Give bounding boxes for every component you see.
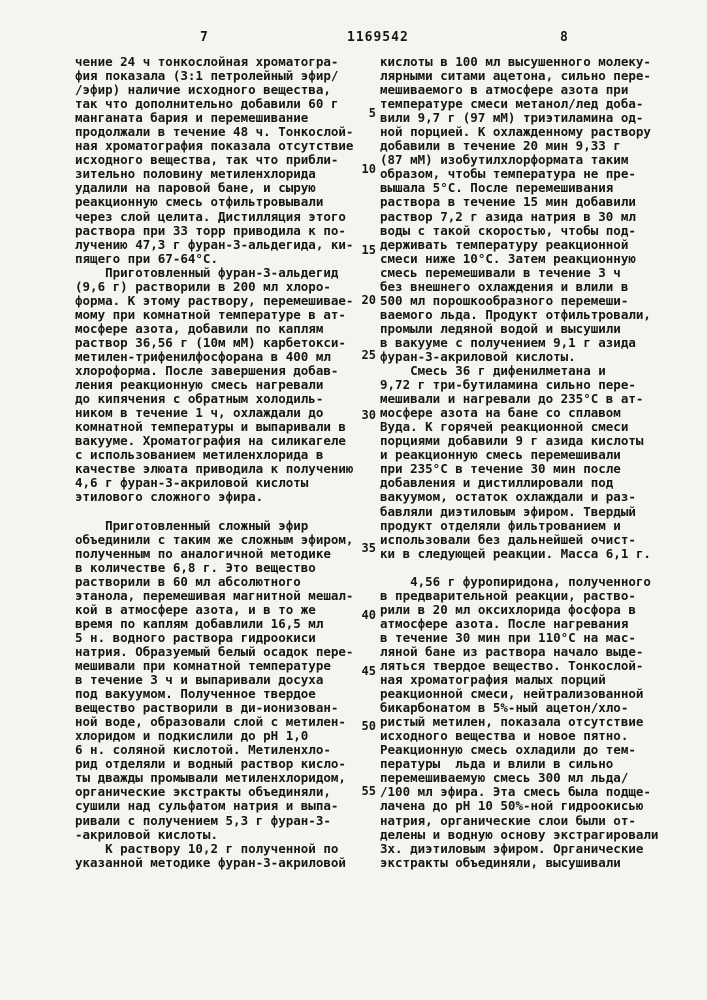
text-line: ной порцией. К охлажденному раствору (380, 124, 651, 140)
text-line: под вакуумом. Полученное твердое (75, 686, 316, 702)
text-line: делены и водную основу экстрагировали (380, 826, 659, 842)
text-line: этилового сложного эфира. (75, 489, 264, 505)
text-line (380, 561, 680, 575)
text-line: зительно половину метиленхлорида (75, 166, 316, 182)
line-number: 15 (361, 243, 376, 257)
text-line: 3х. диэтиловым эфиром. Органические (380, 840, 644, 856)
text-line: атмосфере азота. После нагревания (380, 615, 629, 631)
text-line: Приготовленный фуран-3-альдегид (75, 264, 339, 280)
text-line: через слой целита. Дистилляция этого (75, 208, 346, 224)
text-line: комнатной температуры и выпаривали в (75, 419, 346, 435)
text-line: манганата бария и перемешивание (75, 110, 309, 126)
text-line: ривали с получением 5,3 г фуран-3- (75, 812, 331, 828)
text-line: мосфере азота на бане со сплавом (380, 405, 621, 421)
text-line: ты дважды промывали метиленхлоридом, (75, 770, 346, 786)
text-line: Смесь 36 г дифенилметана и (380, 363, 606, 379)
text-line: удалили на паровой бане, и сырую (75, 180, 316, 196)
text-line: лачена до рН 10 50%-ной гидроокисью (380, 798, 644, 814)
text-line: натрия. Образуемый белый осадок пере- (75, 643, 354, 659)
text-line (75, 505, 375, 519)
text-line: указанной методике фуран-3-акриловой (75, 854, 346, 870)
line-number: 30 (361, 408, 376, 422)
text-line: 4,6 г фуран-3-акриловой кислоты (75, 475, 309, 491)
line-number: 20 (361, 293, 376, 307)
text-line: пературы льда и влили в сильно (380, 756, 614, 772)
text-line: этанола, перемешивая магнитной мешал- (75, 587, 354, 603)
text-line: в вакууме с получением 9,1 г азида (380, 334, 636, 350)
text-line: ная хроматография малых порций (380, 672, 606, 688)
line-number: 45 (361, 664, 376, 678)
text-line: добавления и дистиллировали под (380, 475, 614, 491)
text-line: раствора в течение 15 мин добавили (380, 194, 636, 210)
text-line: раствор 36,56 г (10м мМ) карбетокси- (75, 334, 346, 350)
page-number-right: 8 (560, 30, 569, 45)
text-line: качестве элюата приводила к получению (75, 461, 354, 477)
text-line: образом, чтобы температура не пре- (380, 166, 636, 182)
text-line: (87 мМ) изобутилхлорформата таким (380, 152, 629, 168)
text-line: /100 мл эфира. Эта смесь была подще- (380, 784, 651, 800)
line-number: 35 (361, 541, 376, 555)
text-line: смесь перемешивали в течение 3 ч (380, 264, 621, 280)
text-line: лучению 47,3 г фуран-3-альдегида, ки- (75, 236, 354, 252)
text-line: /эфир) наличие исходного вещества, (75, 82, 331, 98)
text-line: смеси ниже 10°С. Затем реакционную (380, 250, 636, 266)
text-line: объединили с таким же сложным эфиром, (75, 531, 354, 547)
text-line: ная хроматография показала отсутствие (75, 138, 354, 154)
text-line: исходного вещества, так что прибли- (75, 152, 339, 168)
text-line: растворили в 60 мл абсолютного (75, 573, 301, 589)
text-line: в течение 3 ч и выпаривали досуха (75, 672, 324, 688)
line-number: 25 (361, 348, 376, 362)
text-line: мому при комнатной температуре в ат- (75, 306, 346, 322)
text-line: в количестве 6,8 г. Это вещество (75, 559, 316, 575)
text-line: продукт отделяли фильтрованием и (380, 517, 621, 533)
text-line: 4,56 г фуропиридона, полученного (380, 573, 651, 589)
text-line: мешивали и нагревали до 235°С в ат- (380, 391, 644, 407)
text-line: Приготовленный сложный эфир (75, 517, 309, 533)
text-line: 5 н. водного раствора гидроокиси (75, 629, 316, 645)
line-number: 5 (368, 106, 376, 120)
text-line: ляться твердое вещество. Тонкослой- (380, 658, 644, 674)
text-line: форма. К этому раствору, перемешивае- (75, 292, 354, 308)
text-line: порциями добавили 9 г азида кислоты (380, 433, 644, 449)
text-line: в течение 30 мин при 110°С на мас- (380, 629, 636, 645)
text-line: реакционной смеси, нейтрализованной (380, 686, 644, 702)
text-line: без внешнего охлаждения и влили в (380, 278, 629, 294)
text-line: 500 мл порошкообразного перемеши- (380, 292, 629, 308)
text-line: Вуда. К горячей реакционной смеси (380, 419, 629, 435)
text-line: ляной бане из раствора начало выде- (380, 643, 644, 659)
text-line: хлороформа. После завершения добав- (75, 363, 339, 379)
text-line: натрия, органические слои были от- (380, 812, 636, 828)
text-line: вакуумом, остаток охлаждали и раз- (380, 489, 636, 505)
text-line: фуран-3-акриловой кислоты. (380, 348, 576, 364)
text-line: в предварительной реакции, раство- (380, 587, 636, 603)
text-line: кой в атмосфере азота, и в то же (75, 601, 316, 617)
text-line: мешивали при комнатной температуре (75, 658, 331, 674)
text-line: ки в следующей реакции. Масса 6,1 г. (380, 545, 651, 561)
text-line: полученным по аналогичной методике (75, 545, 331, 561)
text-line: мешиваемого в атмосфере азота при (380, 82, 629, 98)
text-line: держивать температуру реакционной (380, 236, 629, 252)
text-line: температуре смеси метанол/лед доба- (380, 96, 644, 112)
text-line: с использованием метиленхлорида в (75, 447, 324, 463)
text-line: исходного вещества и новое пятно. (380, 728, 629, 744)
text-line: промыли ледяной водой и высушили (380, 320, 621, 336)
line-number: 40 (361, 608, 376, 622)
line-number: 10 (361, 162, 376, 176)
text-line: реакционную смесь отфильтровывали (75, 194, 324, 210)
left-column-text (75, 55, 375, 870)
text-line: раствор 7,2 г азида натрия в 30 мл (380, 208, 636, 224)
text-line: хлоридом и подкислили до рН 1,0 (75, 728, 309, 744)
text-line: вили 9,7 г (97 мМ) триэтиламина од- (380, 110, 644, 126)
page-number-left: 7 (200, 30, 209, 45)
text-line: продолжали в течение 48 ч. Тонкослой- (75, 124, 354, 140)
text-line: так что дополнительно добавили 60 г (75, 96, 339, 112)
text-line: мосфере азота, добавили по каплям (75, 320, 324, 336)
text-line: фия показала (3:1 петролейный эфир/ (75, 68, 339, 84)
text-line: время по каплям добавлили 16,5 мл (75, 615, 324, 631)
text-line: кислоты в 100 мл высушенного молеку- (380, 54, 651, 69)
text-line: Реакционную смесь охладили до тем- (380, 742, 636, 758)
text-line: раствора при 33 торр приводила к по- (75, 222, 346, 238)
text-line: лярными ситами ацетона, сильно пере- (380, 68, 651, 84)
text-line: ристый метилен, показала отсутствие (380, 714, 644, 730)
text-line: К раствору 10,2 г полученной по (75, 840, 339, 856)
text-line: ной воде, образовали слой с метилен- (75, 714, 346, 730)
text-line: органические экстракты объединяли, (75, 784, 331, 800)
text-line: (9,6 г) растворили в 200 мл хлоро- (75, 278, 331, 294)
text-line: вещество растворили в ди-ионизован- (75, 700, 339, 716)
text-line: метилен-трифенилфосфорана в 400 мл (75, 348, 331, 364)
patent-number: 1169542 (347, 30, 409, 45)
line-number: 55 (361, 784, 376, 798)
line-number: 50 (361, 719, 376, 733)
text-line: пящего при 67-64°С. (75, 250, 218, 266)
text-line: сушили над сульфатом натрия и выпа- (75, 798, 339, 814)
text-line: ления реакционную смесь нагревали (75, 377, 324, 393)
text-line: перемешиваемую смесь 300 мл льда/ (380, 770, 629, 786)
text-line: 6 н. соляной кислотой. Метиленхло- (75, 742, 331, 758)
text-line: бавляли диэтиловым эфиром. Твердый (380, 503, 636, 519)
text-line: 9,72 г три-бутиламина сильно пере- (380, 377, 636, 393)
text-line: рид отделяли и водный раствор кисло- (75, 756, 346, 772)
text-line: и реакционную смесь перемешивали (380, 447, 621, 463)
text-line: -акриловой кислоты. (75, 826, 218, 842)
text-line: бикарбонатом в 5%-ный ацетон/хло- (380, 700, 629, 716)
text-line: до кипячения с обратным холодиль- (75, 391, 324, 407)
text-line: воды с такой скоростью, чтобы под- (380, 222, 636, 238)
right-column-text (380, 55, 680, 870)
text-line: вакууме. Хроматография на силикагеле (75, 433, 346, 449)
text-line: добавили в течение 20 мин 9,33 г (380, 138, 621, 154)
text-line: ваемого льда. Продукт отфильтровали, (380, 306, 651, 322)
text-line: экстракты объединяли, высушивали (380, 854, 621, 870)
text-line: рили в 20 мл оксихлорида фосфора в (380, 601, 636, 617)
text-line: при 235°С в течение 30 мин после (380, 461, 621, 477)
text-line: вышала 5°С. После перемешивания (380, 180, 614, 196)
text-line: использовали без дальнейшей очист- (380, 531, 636, 547)
text-line: ником в течение 1 ч, охлаждали до (75, 405, 324, 421)
text-line: чение 24 ч тонкослойная хроматогра- (75, 54, 339, 69)
